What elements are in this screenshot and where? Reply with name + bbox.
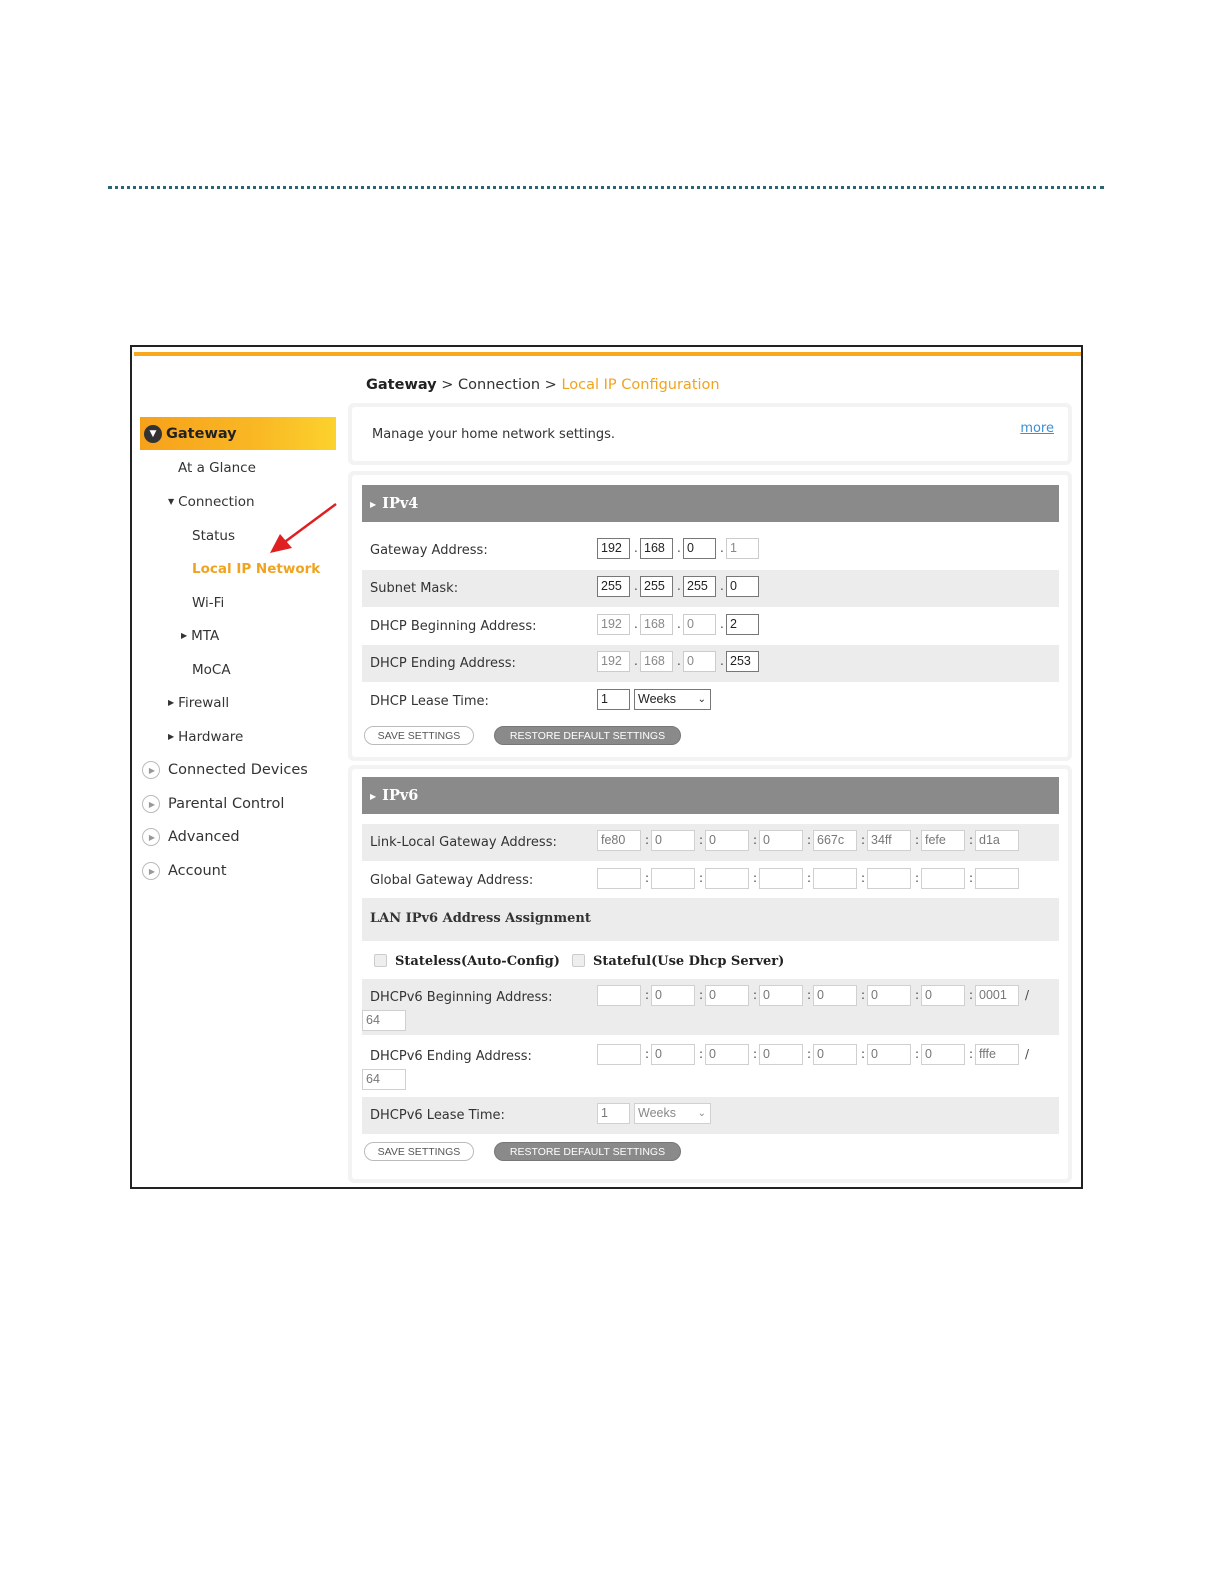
gateway-address-label: Gateway Address: [370,543,488,558]
dhcp-end-octet-4[interactable]: 253 [726,651,759,672]
subnet-mask-row [362,570,1059,607]
colon-separator: : [969,988,974,1002]
colon-separator: : [753,871,758,885]
breadcrumb-separator: > [441,377,454,393]
sidebar-item-label: Firewall [178,695,230,711]
triangle-right-icon: ▶ [181,631,188,640]
triangle-right-icon: ▶ [370,498,377,509]
description-panel [348,403,1072,465]
sidebar-item-hardware[interactable] [168,729,243,745]
dot-separator: . [720,579,724,593]
dhcpv6-begin-row [362,979,1059,1035]
colon-separator: : [861,1047,866,1061]
sidebar-item-label: Connected Devices [168,762,308,778]
dhcpv6-begin-hextet-6: 0 [867,985,911,1006]
colon-separator: : [753,833,758,847]
assignment-mode-row [362,944,1059,981]
stateful-label: Stateful(Use Dhcp Server) [593,954,785,969]
subnet-octet-1[interactable]: 255 [597,576,630,597]
dot-separator: . [720,654,724,668]
sidebar-item-label: MTA [191,628,220,644]
dhcp-lease-row [362,683,1059,720]
dot-separator: . [677,654,681,668]
global-gateway-label: Global Gateway Address: [370,873,534,888]
sidebar-item-local-ip-network[interactable]: Local IP Network [192,561,321,577]
colon-separator: : [807,1047,812,1061]
dhcp-lease-unit-select[interactable] [634,689,711,710]
colon-separator: : [807,871,812,885]
sidebar-item-moca[interactable]: MoCA [192,662,231,678]
global-hextet-1 [597,868,641,889]
dhcpv6-begin-hextet-5: 0 [813,985,857,1006]
colon-separator: : [915,833,920,847]
lan-assignment-row [362,898,1059,941]
dhcpv6-begin-label: DHCPv6 Beginning Address: [370,990,553,1005]
dhcpv6-end-hextet-6: 0 [867,1044,911,1065]
colon-separator: : [861,871,866,885]
dot-separator: . [634,654,638,668]
dot-separator: . [720,541,724,555]
link-local-label: Link-Local Gateway Address: [370,835,557,850]
chevron-down-icon: ⌄ [697,694,706,705]
colon-separator: : [699,1047,704,1061]
triangle-right-icon: ▶ [370,790,377,801]
gateway-octet-2[interactable]: 168 [640,538,673,559]
colon-separator: : [915,1047,920,1061]
play-circle-icon: ▶ [142,761,160,779]
dhcpv6-end-hextet-1 [597,1044,641,1065]
sidebar-item-label: Advanced [168,829,240,845]
section-title: IPv6 [382,787,419,804]
global-hextet-7 [921,868,965,889]
gateway-octet-4: 1 [726,538,759,559]
chevron-down-icon: ⌄ [697,1108,706,1119]
breadcrumb-connection[interactable]: Connection [458,377,541,393]
sidebar-item-label: Connection [178,494,255,510]
colon-separator: : [807,833,812,847]
colon-separator: : [753,988,758,1002]
link-local-hextet-5: 667c [813,830,857,851]
dhcpv6-end-hextet-4: 0 [759,1044,803,1065]
colon-separator: : [645,833,650,847]
global-hextet-5 [813,868,857,889]
breadcrumb-current: Local IP Configuration [561,377,720,393]
triangle-right-icon: ▶ [168,732,175,741]
dhcpv6-lease-input: 1 [597,1103,630,1124]
gateway-address-row [362,532,1059,569]
dhcpv6-end-hextet-3: 0 [705,1044,749,1065]
dhcpv6-lease-unit-select [634,1103,711,1124]
dot-separator: . [634,541,638,555]
stateless-label: Stateless(Auto-Config) [395,954,560,969]
stateless-checkbox[interactable] [374,954,387,967]
colon-separator: : [861,988,866,1002]
global-hextet-4 [759,868,803,889]
subnet-octet-3[interactable]: 255 [683,576,716,597]
triangle-down-icon: ▼ [168,497,175,506]
sidebar-item-at-a-glance[interactable]: At a Glance [178,460,256,476]
gateway-octet-1[interactable]: 192 [597,538,630,559]
dot-separator: . [634,617,638,631]
sidebar-item-label: Hardware [178,729,244,745]
link-local-hextet-1: fe80 [597,830,641,851]
dhcp-begin-label: DHCP Beginning Address: [370,619,537,634]
global-hextet-6 [867,868,911,889]
dhcpv6-end-hextet-7: 0 [921,1044,965,1065]
sidebar-item-connected-devices[interactable] [142,761,308,779]
dhcpv6-lease-row [362,1097,1059,1134]
link-local-hextet-4: 0 [759,830,803,851]
colon-separator: : [753,1047,758,1061]
ipv6-panel [348,765,1072,1183]
ipv4-save-settings-button[interactable]: SAVE SETTINGS [364,726,474,745]
dotted-divider [108,186,1104,189]
sidebar-item-label: Parental Control [168,796,285,812]
dhcpv6-end-hextet-5: 0 [813,1044,857,1065]
play-circle-icon: ▶ [142,828,160,846]
dhcp-end-octet-3: 0 [683,651,716,672]
ipv4-panel [348,471,1072,761]
dhcpv6-begin-hextet-8: 0001 [975,985,1019,1006]
link-local-hextet-6: 34ff [867,830,911,851]
breadcrumb [366,377,720,393]
colon-separator: : [699,833,704,847]
sidebar [132,347,342,1187]
dhcp-end-row [362,645,1059,682]
dot-separator: . [634,579,638,593]
link-local-hextet-7: fefe [921,830,965,851]
global-gateway-row [362,862,1059,899]
sidebar-item-label: Gateway [166,425,237,442]
sidebar-item-label: Account [168,863,227,879]
dhcp-lease-label: DHCP Lease Time: [370,694,489,709]
sidebar-item-mta[interactable] [181,628,219,644]
ipv6-save-settings-button[interactable]: SAVE SETTINGS [364,1142,474,1161]
colon-separator: : [915,871,920,885]
red-arrow-annotation [268,502,340,554]
ipv4-section-header[interactable] [362,485,1059,522]
subnet-octet-4[interactable]: 0 [726,576,759,597]
colon-separator: : [699,871,704,885]
colon-separator: : [861,833,866,847]
chevron-down-icon: ▼ [144,425,162,443]
subnet-octet-2[interactable]: 255 [640,576,673,597]
dot-separator: . [677,617,681,631]
colon-separator: : [645,871,650,885]
dhcp-end-label: DHCP Ending Address: [370,656,516,671]
dhcpv6-begin-hextet-3: 0 [705,985,749,1006]
dhcp-end-octet-1: 192 [597,651,630,672]
global-hextet-8 [975,868,1019,889]
dhcpv6-begin-prefix: 64 [362,1010,406,1031]
gateway-octet-3[interactable]: 0 [683,538,716,559]
link-local-hextet-8: d1a [975,830,1019,851]
slash-separator: / [1025,1047,1030,1061]
link-local-hextet-3: 0 [705,830,749,851]
link-local-hextet-2: 0 [651,830,695,851]
dhcpv6-begin-hextet-4: 0 [759,985,803,1006]
breadcrumb-gateway[interactable]: Gateway [366,377,437,393]
dhcpv6-end-label: DHCPv6 Ending Address: [370,1049,532,1064]
dhcpv6-lease-label: DHCPv6 Lease Time: [370,1108,505,1123]
colon-separator: : [699,988,704,1002]
dhcp-end-octet-2: 168 [640,651,673,672]
dhcpv6-begin-hextet-1 [597,985,641,1006]
colon-separator: : [969,1047,974,1061]
triangle-right-icon: ▶ [168,698,175,707]
select-value: Weeks [638,692,676,706]
colon-separator: : [645,1047,650,1061]
dhcpv6-end-hextet-2: 0 [651,1044,695,1065]
global-hextet-3 [705,868,749,889]
dhcpv6-end-row [362,1038,1059,1094]
dhcpv6-end-hextet-8: fffe [975,1044,1019,1065]
colon-separator: : [969,871,974,885]
dhcp-lease-input[interactable]: 1 [597,689,630,710]
sidebar-item-wifi[interactable]: Wi-Fi [192,595,225,611]
ipv6-section-header[interactable] [362,777,1059,814]
dhcpv6-end-prefix: 64 [362,1069,406,1090]
description-text: Manage your home network settings. [372,427,616,442]
dhcp-begin-octet-4[interactable]: 2 [726,614,759,635]
section-title: IPv4 [382,495,419,512]
colon-separator: : [969,833,974,847]
dhcp-begin-octet-2: 168 [640,614,673,635]
global-hextet-2 [651,868,695,889]
dhcp-begin-row [362,608,1059,645]
stateful-checkbox[interactable] [572,954,585,967]
link-local-row [362,824,1059,861]
dot-separator: . [720,617,724,631]
ipv6-restore-defaults-button[interactable]: RESTORE DEFAULT SETTINGS [494,1142,681,1161]
breadcrumb-separator: > [544,377,557,393]
select-value: Weeks [638,1106,676,1120]
dot-separator: . [677,579,681,593]
dhcpv6-begin-hextet-2: 0 [651,985,695,1006]
slash-separator: / [1025,988,1030,1002]
lan-assignment-label: LAN IPv6 Address Assignment [370,911,591,926]
dhcp-begin-octet-3: 0 [683,614,716,635]
screenshot-frame [130,345,1083,1189]
dot-separator: . [677,541,681,555]
dhcpv6-begin-hextet-7: 0 [921,985,965,1006]
dhcp-begin-octet-1: 192 [597,614,630,635]
sidebar-item-advanced[interactable] [142,828,240,846]
sidebar-item-status[interactable]: Status [192,528,236,544]
sidebar-item-firewall[interactable] [168,695,229,711]
colon-separator: : [645,988,650,1002]
play-circle-icon: ▶ [142,795,160,813]
subnet-mask-label: Subnet Mask: [370,581,459,596]
colon-separator: : [807,988,812,1002]
sidebar-item-account[interactable] [142,862,227,880]
more-link[interactable]: more [1020,421,1054,436]
sidebar-item-gateway[interactable] [140,417,336,450]
sidebar-item-connection[interactable] [168,494,255,510]
ipv4-restore-defaults-button[interactable]: RESTORE DEFAULT SETTINGS [494,726,681,745]
sidebar-item-parental-control[interactable] [142,795,284,813]
play-circle-icon: ▶ [142,862,160,880]
colon-separator: : [915,988,920,1002]
